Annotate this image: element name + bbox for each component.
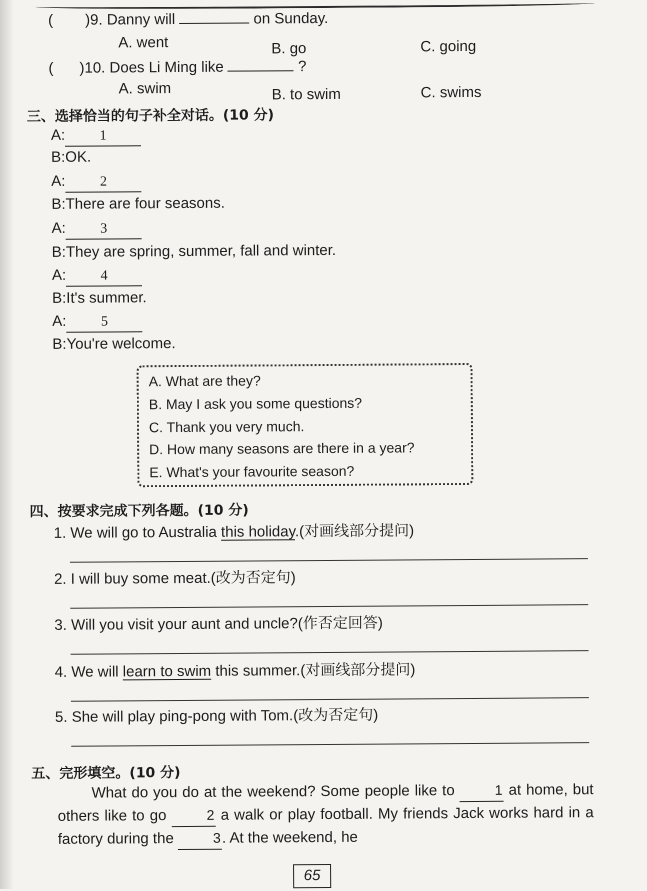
answer-line-4[interactable]: [71, 697, 589, 702]
option-a: A. What are they?: [148, 372, 261, 390]
q10-option-c: C. swims: [420, 83, 482, 102]
task-5: 5. She will play ping-pong with Tom.(改为否定句): [54, 706, 379, 726]
answer-blank-4[interactable]: 4: [66, 267, 142, 287]
q10-option-b: B. to swim: [271, 85, 341, 104]
section-3-title: 三、选择恰当的句子补全对话。(10 分): [26, 107, 275, 126]
cloze-blank-2[interactable]: 2: [171, 804, 215, 827]
cloze-passage: What do you do at the weekend? Some people like to 1 at home, but others like to go 2 a walk or play football. My friends Jack works hard in a factory during the 3. At the weekend, he: [57, 778, 593, 851]
dialogue-line-a4: A: 4: [52, 266, 142, 287]
dialogue-line-b2: B:There are four seasons.: [51, 194, 225, 213]
q9-option-b: B. go: [271, 40, 307, 58]
answer-blank[interactable]: [179, 9, 249, 24]
cloze-blank-1[interactable]: 1: [460, 779, 504, 802]
section-5-title: 五、完形填空。(10 分): [31, 765, 181, 783]
answer-blank-1[interactable]: 1: [65, 127, 141, 147]
task-3: 3. Will you visit your aunt and uncle?(作否定回答): [54, 614, 383, 634]
answer-line-2[interactable]: [70, 604, 588, 609]
answer-blank-2[interactable]: 2: [65, 173, 141, 193]
options-box: [137, 363, 474, 487]
dialogue-line-a3: A: 3: [52, 219, 142, 240]
q9-option-c: C. going: [420, 37, 477, 56]
cloze-blank-3[interactable]: 3: [178, 827, 222, 850]
question-10: ( )10. Does Li Ming like ?: [48, 58, 307, 77]
answer-line-1[interactable]: [70, 558, 588, 563]
dialogue-line-b5: B:You're welcome.: [52, 335, 176, 353]
option-d: D. How many seasons are there in a year?: [149, 439, 415, 458]
underlined-phrase: this holiday: [220, 523, 296, 541]
scan-shadow: [0, 0, 14, 889]
page-number: 65: [293, 864, 331, 888]
answer-line-5[interactable]: [71, 742, 589, 747]
dialogue-line-b4: B:It's summer.: [52, 289, 147, 307]
option-c: C. Thank you very much.: [148, 418, 305, 436]
q10-option-a: A. swim: [118, 80, 172, 98]
dialogue-line-a5: A: 5: [52, 312, 142, 333]
answer-blank-3[interactable]: 3: [66, 220, 142, 240]
answer-line-3[interactable]: [71, 650, 589, 655]
dialogue-line-b3: B:They are spring, summer, fall and winter.: [51, 241, 337, 261]
task-2: 2. I will buy some meat.(改为否定句): [53, 569, 296, 588]
dialogue-line-a2: A: 2: [51, 172, 141, 193]
dialogue-line-a1: A: 1: [51, 126, 141, 147]
answer-blank[interactable]: [228, 56, 294, 71]
task-4: 4. We will learn to swim this summer.(对画线部分提问): [54, 661, 416, 681]
section-4-title: 四、按要求完成下列各题。(10 分): [29, 502, 249, 521]
option-b: B. May I ask you some questions?: [148, 394, 363, 413]
dialogue-line-b1: B:OK.: [51, 148, 92, 166]
underlined-phrase: learn to swim: [122, 662, 212, 681]
option-e: E. What's your favourite season?: [149, 462, 355, 481]
answer-blank-5[interactable]: 5: [66, 313, 142, 333]
q9-option-a: A. went: [118, 34, 169, 52]
question-9: ( )9. Danny will on Sunday.: [48, 9, 329, 29]
task-1: 1. We will go to Australia this holiday.(对画线部分提问): [53, 522, 415, 542]
